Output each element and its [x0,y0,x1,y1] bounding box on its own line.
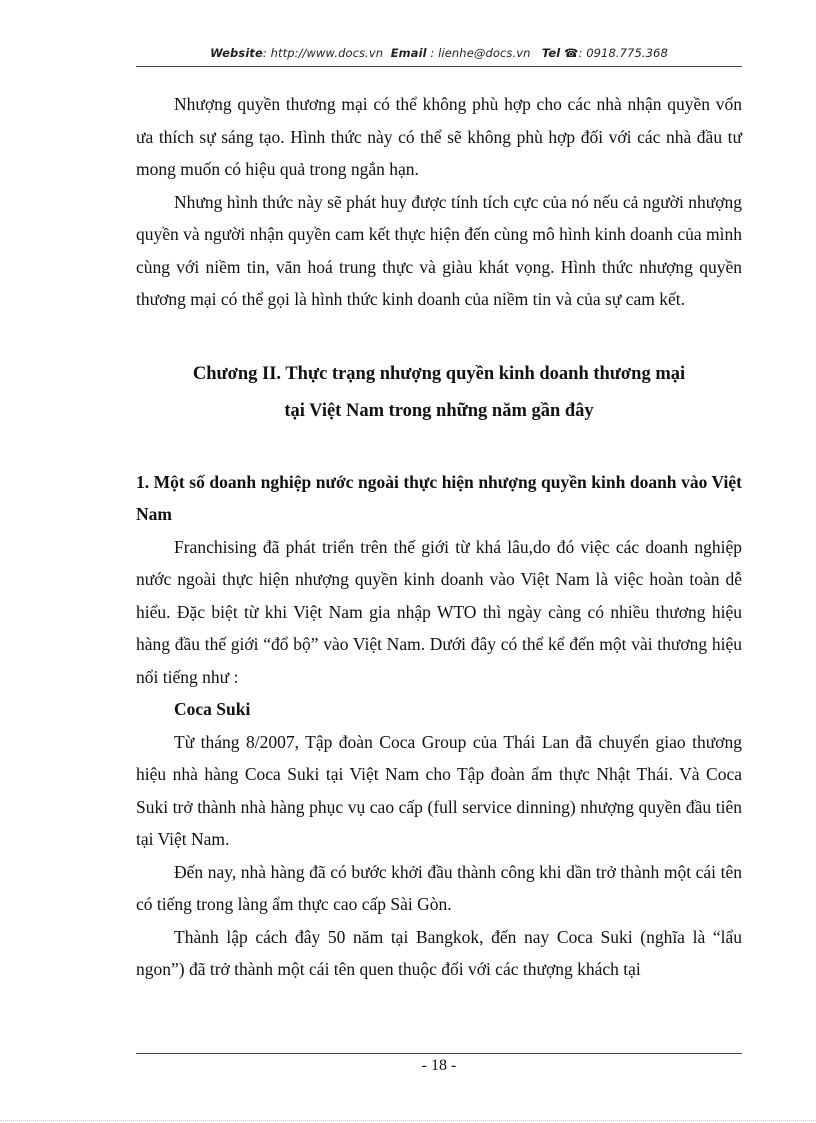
page-header [136,46,742,66]
chapter-heading-line-2: tại Việt Nam trong những năm gần đây [284,400,594,421]
email-address[interactable]: : lienhe@docs.vn [426,46,531,60]
footer-divider [136,1053,742,1054]
tel-number: : 0918.775.368 [578,46,668,60]
chapter-heading [136,356,742,430]
phone-icon: ☎ [564,46,579,60]
paragraph-4: Từ tháng 8/2007, Tập đoàn Coca Group của Thái Lan đã chuyển giao thương hiệu nhà hàng Coca Suki tại Việt Nam cho Tập đoàn ẩm thực Nhật Thái. Và Coca Suki trở thành nhà hàng phục vụ cao cấp (full service dinning) nhượng quyền đầu tiên tại Việt Nam. [136,731,742,849]
website-label: Website [210,46,263,60]
paragraph-6: Thành lập cách đây 50 năm tại Bangkok, đến nay Coca Suki (nghĩa là “lẩu ngon”) đã trở thành một cái tên quen thuộc đối với các thượng khách tại [136,926,742,979]
document-body [136,88,742,986]
paragraph-5: Đến nay, nhà hàng đã có bước khởi đầu thành công khi dần trở thành một cái tên có tiếng trong làng ẩm thực cao cấp Sài Gòn. [136,861,742,914]
chapter-heading-line-1: Chương II. Thực trạng nhượng quyền kinh doanh thương mại [192,363,686,384]
paragraph-3: Franchising đã phát triển trên thế giới từ khá lâu,do đó việc các doanh nghiệp nước ngoài thực hiện nhượng quyền kinh doanh vào Việt Nam là việc hoàn toàn dễ hiểu. Đặc biệt từ khi Việt Nam gia nhập WTO thì ngày càng có nhiều thương hiệu hàng đầu thế giới “đổ bộ” vào Việt Nam. Dưới đây có thể kể đến một vài thương hiệu nổi tiếng như : [136,536,742,687]
section-heading: 1. Một số doanh nghiệp nước ngoài thực hiện nhượng quyền kinh doanh vào Việt Nam [136,471,742,524]
website-url[interactable]: : http://www.docs.vn [262,46,384,60]
paragraph-2: Nhưng hình thức này sẽ phát huy được tính tích cực của nó nếu cả người nhượng quyền và người nhận quyền cam kết thực hiện đến cùng mô hình kinh doanh của mình cùng với niềm tin, văn hoá trung thực và giàu khát vọng. Hình thức nhượng quyền thương mại có thể gọi là hình thức kinh doanh của niềm tin và của sự cam kết. [136,191,742,309]
header-divider [136,66,742,67]
email-label: Email [390,46,427,60]
page-number: - 18 - [421,1057,457,1074]
page-bottom-edge [0,1120,816,1121]
subheading-coca-suki: Coca Suki [174,699,251,719]
tel-label: Tel [541,46,561,60]
paragraph-1: Nhượng quyền thương mại có thể không phù hợp cho các nhà nhận quyền vốn ưa thích sự sáng tạo. Hình thức này có thể sẽ không phù hợp đối với các nhà đầu tư mong muốn có hiệu quả trong ngắn hạn. [136,94,742,179]
